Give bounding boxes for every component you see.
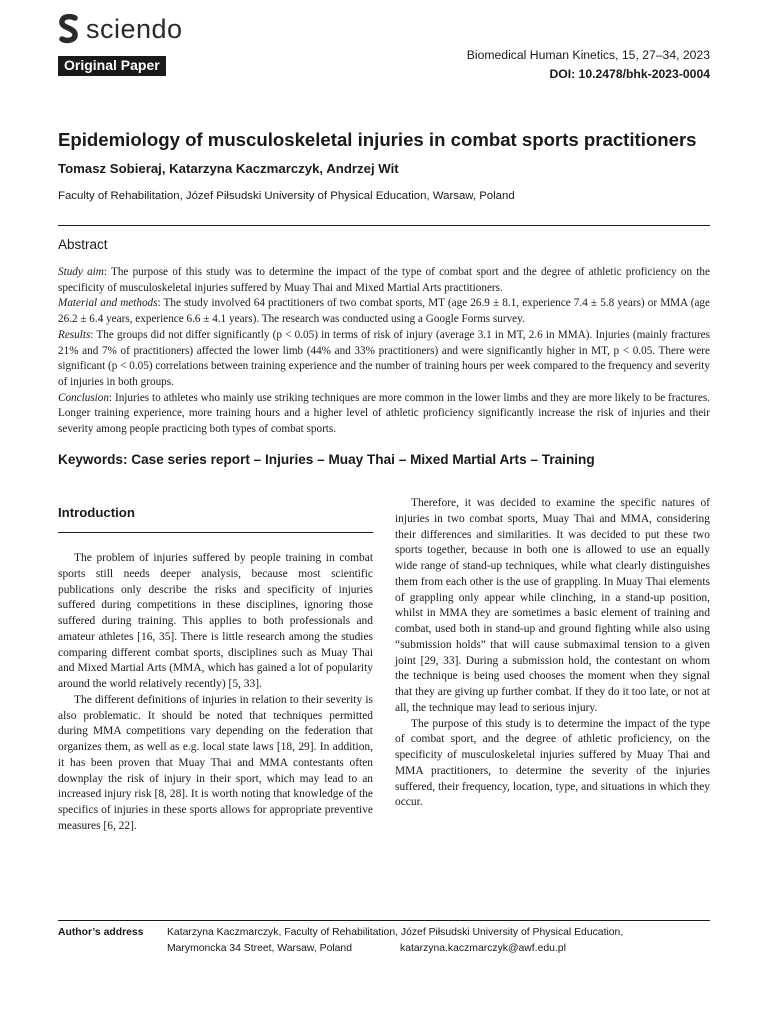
abstract-results xyxy=(58,328,710,391)
study-aim-label: Study aim xyxy=(58,266,104,278)
abstract-body xyxy=(58,265,710,438)
abstract-study-aim xyxy=(58,265,710,296)
body-column-left xyxy=(58,496,373,835)
abstract-heading: Abstract xyxy=(58,237,108,252)
logo-text: sciendo xyxy=(86,14,183,44)
paragraph: The purpose of this study is to determine the impact of the type of combat sport, and the degree of athletic proficiency, on the specificity of musculoskeletal injuries suffered by Muay Thai and MMA practitioners, to determine the severity of the injuries suffered, their frequency, location, type, and situations in which they occur. xyxy=(395,717,710,809)
results-text: : The groups did not differ significantly (p < 0.05) in terms of risk of injury (average 3.1 in MT, 2.6 in MMA). Injuries (mainly fractures 21% and 7% of practitioners) affected the lower limb (44% and 33% practitioners) and were significantly higher in MT, p < 0.05. There were significant (p < 0.05) correlations between training experience and the number of training hours per week compared to the frequency and severity of injuries in both groups. xyxy=(58,328,710,388)
article-title: Epidemiology of musculoskeletal injuries in combat sports practitioners xyxy=(58,129,697,150)
study-aim-text: : The purpose of this study was to determine the impact of the type of combat sport and the degree of athletic proficiency on the specificity of musculoskeletal injuries suffered by Muay Thai and Mixed Martial Arts practitioners. xyxy=(58,266,710,294)
author-address-label: Author’s address xyxy=(58,927,144,938)
author-email-link[interactable]: katarzyna.kaczmarczyk@awf.edu.pl xyxy=(400,943,566,954)
article-type-badge: Original Paper xyxy=(58,56,166,76)
methods-label: Material and methods xyxy=(58,297,158,310)
abstract-methods xyxy=(58,296,710,327)
affiliation: Faculty of Rehabilitation, Józef Piłsudski University of Physical Education, Warsaw, Poland xyxy=(58,190,515,202)
conclusion-text: : Injuries to athletes who mainly use striking techniques are more common in the lower limbs and they are more likely to be fractures. Longer training experience, more training hours and a higher level of athletic proficiency significantly increase the risk of injuries and their severity among people practicing both types of combat sports. xyxy=(58,391,710,436)
address-line: Katarzyna Kaczmarczyk, Faculty of Rehabilitation, Józef Piłsudski University of Physical Education, xyxy=(167,927,624,938)
address-line xyxy=(167,941,717,957)
journal-info xyxy=(467,46,710,84)
publisher-logo xyxy=(58,14,183,44)
journal-citation: Biomedical Human Kinetics, 15, 27–34, 2023 xyxy=(466,48,710,62)
abstract-conclusion xyxy=(58,391,710,438)
author-address-text xyxy=(167,925,717,957)
conclusion-label: Conclusion xyxy=(58,391,109,404)
address-street: Marymoncka 34 Street, Warsaw, Poland xyxy=(167,943,352,954)
paragraph: Therefore, it was decided to examine the specific natures of injuries in two combat sports, Muay Thai and MMA, considering their differences and similarities. It was decided to put these two sports together, because in both one is allowed to use an equally wide range of stand-up techniques, while what clearly distinguishes them from each other is the use of grappling. In Muay Thai elements of grappling only appear while clinching, in a stand-up position, whilst in MMA they are sometimes a basic element of training and combat, used both in stand-up and ground fighting while also using “submission holds” that will cause submaximal tension to a given joint [29, 33]. During a submission hold, the contestant on whom the technique is being used chooses the moment when they signal that they are giving up further combat. If they do it too late, or not at all, the technique may lead to serious injury. xyxy=(395,497,710,714)
author-list: Tomasz Sobieraj, Katarzyna Kaczmarczyk, Andrzej Wit xyxy=(58,161,399,176)
methods-text: : The study involved 64 practitioners of two combat sports, MT (age 26.9 ± 8.1, experience 7.4 ± 5.8 years) or MMA (age 26.2 ± 6.4 years, experience 6.6 ± 4.1 years). The research was conducted using a Google Forms survey. xyxy=(58,297,710,326)
introduction-heading: Introduction xyxy=(58,505,135,520)
paragraph: The different definitions of injuries in relation to their severity is also problematic. It should be noted that techniques permitted during MMA competitions vary depending on the federation that organizes them, as well as e.g. local state laws [18, 29]. In addition, it has been proven that Muay Thai and MMA contestants often downplay the risk of injury in their sport, which may lead to an increased injury risk [8, 28]. It is worth noting that knowledge of the specifics of injuries in these sports allows for appropriate preventive measures [6, 22]. xyxy=(58,693,373,832)
doi-link[interactable]: DOI: 10.2478/bhk-2023-0004 xyxy=(549,67,710,81)
keywords: Keywords: Case series report – Injuries – Muay Thai – Mixed Martial Arts – Training xyxy=(58,452,595,467)
section-divider xyxy=(58,532,373,533)
body-column-right xyxy=(395,496,710,811)
paragraph: The problem of injuries suffered by people training in combat sports still needs deeper analysis, because most scientific publications only describe the risks and specificity of injuries suffered during competitions in these disciplines, ignoring those suffered during training. This applies to both professionals and amateur athletes [16, 35]. There is little research among the studies comparing different combat sports, disciplines such as Muay Thai and Mixed Martial Arts (MMA, which has gained a lot of popularity around the world relatively recently) [5, 33]. xyxy=(58,552,373,690)
sciendo-s-logo-icon xyxy=(58,14,80,44)
footer-divider xyxy=(58,920,710,921)
divider xyxy=(58,225,710,226)
results-label: Results xyxy=(58,328,91,341)
